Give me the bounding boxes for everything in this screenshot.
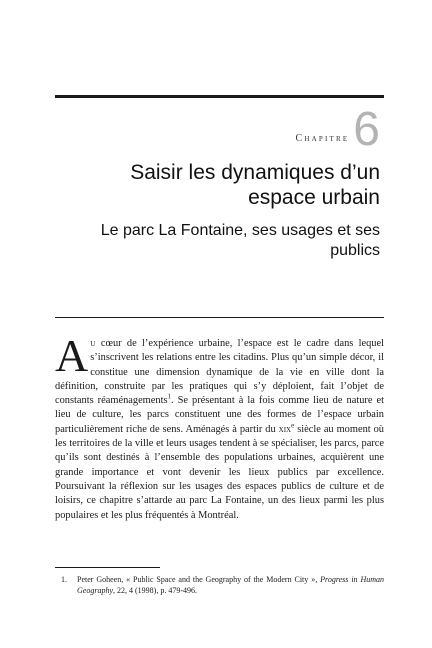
body-text-1: cœur de l’expérience urbaine, l’espace est le cadre dans lequel s’inscrivent les relations entre les citadins. Plus qu’un simple décor, il constitue une dimension dynamique de la vie en ville dont la définition, construite par les pratiques qui s’y déploient, fait l’objet de constants réaménagements [55, 338, 384, 407]
century-numeral: xix [278, 423, 292, 435]
first-word: u [90, 338, 96, 349]
chapter-number: 6 [353, 103, 380, 156]
chapter-title: Saisir les dynamiques d’un espace urbain [130, 161, 380, 209]
chapter-label: Chapitre [295, 133, 350, 144]
body-text-3: siècle au moment où les territoires de la ville et leurs usages tendent à se spécialiser, les parcs, parce qu’ils sont destinés à l’ensemble des populations urbaines, acquièrent une grande importance et vont devenir les lieux publics par excellence. Poursuivant la réflexion sur les usages des espaces publics de culture et de loisirs, ce chapitre s’attarde au parc La Fontaine, un des lieux parmi les plus populaires et les plus fréquentés à Montréal. [55, 423, 385, 521]
body-paragraph [55, 330, 385, 523]
top-rule [55, 95, 384, 98]
footnote-text-b: , 22, 4 (1998), p. 479-496. [113, 586, 197, 595]
century-suffix: e [291, 421, 295, 430]
chapter-subtitle: Le parc La Fontaine, ses usages et ses publics [100, 222, 380, 259]
footnote-text [77, 574, 384, 596]
drop-cap: A [55, 330, 89, 381]
footnote-number: 1. [61, 575, 67, 584]
body-text-2: . Se présentant à la fois comme lieu de nature et lieu de culture, les parcs constituent une des formes de l’espace urbain particulièrement riche de sens. Aménagés à partir du [55, 395, 384, 435]
footnote-rule [55, 567, 160, 568]
section-rule [55, 317, 384, 318]
footnote-text-a: Peter Goheen, « Public Space and the Geography of the Modern City », [77, 575, 321, 584]
footnote-journal: Progress in Human Geography [77, 575, 385, 595]
footnote [55, 574, 384, 596]
chapter-heading [295, 103, 380, 156]
footnote-reference: 1 [167, 392, 171, 401]
